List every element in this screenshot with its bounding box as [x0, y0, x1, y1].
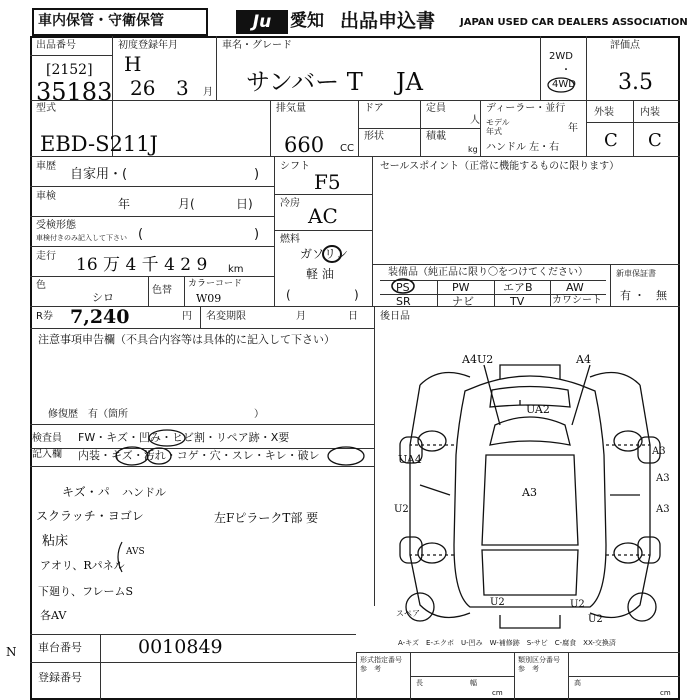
inspection-label: 車検 [36, 191, 56, 202]
inspection-day: 日) [236, 197, 253, 211]
ac-label: 冷房 [280, 198, 300, 209]
form-title: 出品申込書 [340, 10, 436, 32]
chassis-label: 車台番号 [38, 641, 82, 654]
spare-label: スペア [396, 609, 420, 618]
history-close: ) [254, 167, 260, 182]
diagram-mark-9: U2 [394, 504, 409, 515]
handnote-bracket [110, 540, 126, 574]
equip-airbag: エアB [503, 281, 533, 294]
handnote-8: 下廻り、フレームS [38, 585, 134, 598]
model-label: 型式 [36, 103, 56, 114]
drive-circle-mark [546, 76, 576, 94]
interior-grade: C [648, 130, 662, 151]
equip-tv: TV [510, 295, 525, 308]
color-code: W09 [196, 292, 222, 305]
warranty-no: 無 [656, 289, 667, 302]
shape-label: 形状 [364, 131, 384, 142]
category-code-label: 類別区分番号 参 考 [518, 656, 560, 674]
warranty-yes: 有 [620, 289, 631, 302]
notes-label: 注意事項申告欄（不具合内容等は具体的に記入して下さい） [38, 333, 335, 346]
inspector-row2: 内装・キズ・汚れ・コゲ・穴・スレ・キレ・破レ [78, 449, 320, 462]
equip-aw: AW [566, 281, 584, 294]
dealer-model-year: モデル 年式 [486, 118, 510, 136]
ac-value: AC [308, 204, 338, 228]
reg-number-label: 登録番号 [38, 671, 82, 684]
repair-close: ） [254, 409, 264, 420]
diagram-mark-3: UA2 [526, 403, 550, 416]
displacement-unit: CC [340, 143, 354, 154]
registration-year: 26 [130, 76, 156, 100]
displacement-value: 660 [284, 133, 325, 157]
equip-pw: PW [452, 281, 470, 294]
equipment-label: 装備品（純正品に限り〇をつけてください） [388, 267, 588, 278]
score-value: 3.5 [618, 70, 653, 95]
cm-1: cm [492, 689, 503, 697]
dim-width: 幅 [470, 679, 477, 687]
cm-2: cm [660, 689, 671, 697]
marker-n: N [6, 645, 17, 659]
handnote-3: スクラッチ・ヨゴレ [36, 509, 144, 523]
capacity-label: 定員 [426, 103, 446, 114]
drive-dot: ・ [561, 65, 571, 76]
dealer-handle: ハンドル 左・右 [486, 142, 560, 153]
registration-era: H [124, 52, 142, 76]
history-label: 車歴 [36, 161, 56, 172]
fuel-close: ) [354, 288, 359, 302]
history-value: 自家用・( [70, 167, 128, 182]
door-label: ドア [364, 103, 384, 114]
inherit-note: 車検付きのみ記入して下さい [36, 234, 127, 242]
inspector-label: 検査員 [32, 433, 62, 444]
diagram-mark-5: A3 [522, 486, 537, 499]
ju-logo: Ju [236, 10, 288, 34]
diagram-mark-1: A4U2 [462, 353, 494, 366]
color-value: シロ [92, 291, 114, 304]
recycle-value: 7,240 [70, 306, 130, 328]
equip-ps: PS [396, 281, 410, 294]
inspector-circle-dent [142, 428, 192, 448]
inspection-month: 月( [178, 197, 195, 211]
handnote-9: 各AV [40, 609, 67, 622]
handnote-1: キズ・パ [62, 485, 110, 499]
dealer-parallel: ディーラー・並行 [486, 103, 566, 114]
mileage-unit: km [228, 264, 244, 275]
equip-ps-circle [390, 277, 416, 295]
handnote-2: ハンドル [122, 486, 166, 499]
interior-label: 内装 [640, 107, 660, 118]
dealer-year-unit: 年 [568, 123, 578, 134]
diagram-mark-7: A3 [656, 473, 670, 484]
load-label: 積載 [426, 131, 446, 142]
lot-number: 35183 [36, 78, 113, 106]
fuel-label: 燃料 [280, 234, 300, 245]
color-label: 色 [36, 280, 46, 291]
mileage-label: 走行 [36, 251, 56, 262]
handnote-5: 粘床 [42, 534, 69, 549]
damage-legend: A-キズ E-エクボ U-凹み W-補修跡 S-サビ C-腐食 XX-交換済 [398, 639, 616, 647]
storage-label: 車内保管・守衛保管 [38, 13, 164, 29]
drive-2wd: 2WD [549, 51, 573, 62]
association-name: JAPAN USED CAR DEALERS ASSOCIATION [460, 17, 688, 28]
brand-name: 愛知 [290, 11, 324, 31]
exterior-label: 外装 [594, 107, 614, 118]
inherit-open: ( [138, 227, 144, 242]
diagram-mark-10: U2 [490, 597, 505, 608]
chassis-value: 0010849 [138, 636, 223, 658]
fuel-circle-mark [320, 243, 344, 265]
inherit-label: 受検形態 [36, 220, 76, 231]
drive-4wd: 4WD [552, 79, 576, 90]
car-name: サンバー T [246, 68, 363, 96]
car-grade: JA [396, 68, 423, 96]
inspection-year: 年 [118, 197, 131, 211]
warranty-label: 新車保証書 [616, 269, 656, 278]
later-date-label: 後日品 [380, 311, 410, 322]
color-change-label: 色替 [152, 285, 172, 296]
mileage-value: 16 万 4 千 4 2 9 [76, 255, 208, 275]
name-change-label: 名変期限 [206, 311, 246, 322]
inspector-label-2: 記入欄 [32, 449, 62, 460]
lot-label: 出品番号 [36, 40, 76, 51]
equip-navi: ナビ [452, 295, 474, 308]
capacity-unit: 人 [470, 115, 480, 126]
recycle-unit: 円 [182, 311, 192, 322]
format-code-label: 形式指定番号 参 考 [360, 656, 402, 674]
handnote-7: AVS [126, 547, 145, 557]
model-value: EBD-S211J [40, 132, 158, 156]
recycle-label: R券 [36, 311, 53, 322]
diagram-mark-12: U2 [588, 614, 603, 625]
shift-label: シフト [280, 161, 310, 172]
displacement-label: 排気量 [276, 103, 306, 114]
handnote-4: 左FピラークT部 要 [214, 511, 319, 525]
registration-month: 3 [176, 76, 189, 100]
fuel-diesel: 軽 油 [306, 267, 334, 281]
dim-height: 高 [574, 679, 581, 687]
name-change-month: 月 [296, 311, 306, 322]
equip-seat: カワシート [552, 295, 602, 306]
diagram-mark-4: UA4 [398, 453, 422, 466]
diagram-mark-11: U2 [570, 599, 585, 610]
name-change-day: 日 [348, 311, 358, 322]
month-unit: 月 [203, 87, 213, 98]
inspector-row1: FW・キズ・凹み・ヒビ割・リペア跡・X要 [78, 431, 290, 444]
color-code-label: カラーコード [188, 279, 243, 289]
diagram-mark-8: A3 [656, 504, 670, 515]
equip-sr: SR [396, 295, 411, 308]
score-label: 評価点 [610, 40, 640, 51]
handnote-6: アオリ、Rパネル [40, 559, 125, 572]
registration-label: 初度登録年月 [118, 40, 178, 51]
car-label: 車名・グレード [222, 40, 292, 51]
diagram-mark-6: A3 [652, 446, 666, 457]
fuel-gas: ガソリン [300, 247, 349, 261]
dim-length: 長 [416, 679, 423, 687]
repair-label: 修復歴 有（箇所 [48, 409, 128, 420]
sales-point-label: セールスポイント（正常に機能するものに限ります） [380, 161, 620, 172]
lot-sub: [2152] [46, 62, 93, 78]
shift-value: F5 [314, 170, 341, 194]
inherit-close: ) [254, 227, 260, 242]
exterior-grade: C [604, 130, 618, 151]
load-unit: kg [468, 145, 478, 154]
diagram-mark-2: A4 [576, 353, 591, 366]
fuel-open: ( [286, 288, 291, 302]
